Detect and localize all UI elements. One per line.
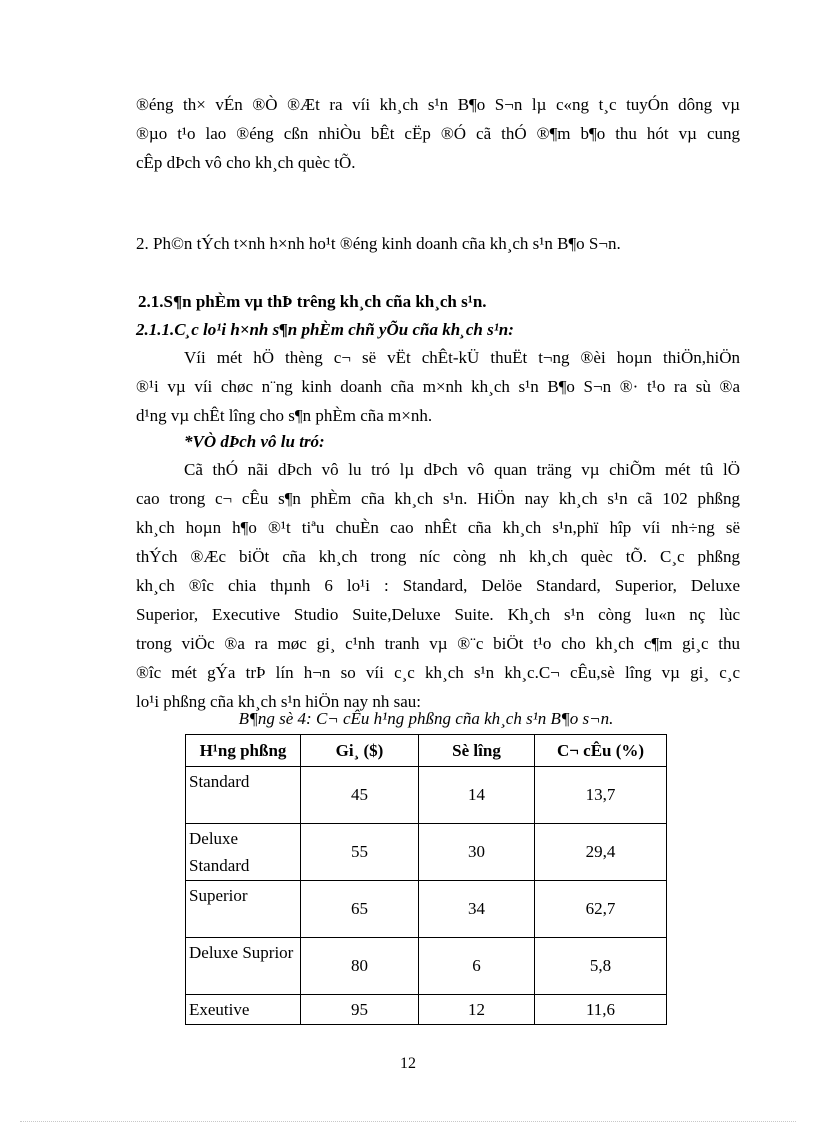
text-line: Superior, Executive Studio Suite,Deluxe Suite. Kh¸ch s¹n còng lu«n nç lùc	[136, 605, 740, 624]
price-cell: 45	[301, 767, 419, 824]
room-type-cell: Superior	[186, 881, 301, 938]
text-line: lo¹i phßng cña kh¸ch s¹n hiÖn nay nh sau:	[136, 692, 421, 711]
price-cell: 95	[301, 995, 419, 1025]
table-row	[186, 938, 667, 995]
text-line: ®éng th× vÉn ®Ò ®Æt ra víi kh¸ch s¹n B¶o S¬n lµ c«ng t¸c tuyÓn dông vµ	[136, 95, 740, 114]
intro-paragraph	[136, 90, 740, 177]
header-room-type: H¹ng phßng	[186, 735, 301, 767]
price-cell: 65	[301, 881, 419, 938]
room-type-table	[185, 734, 667, 1025]
share-cell: 11,6	[535, 995, 667, 1025]
text-line: kh¸ch ®îc chia thµnh 6 lo¹i : Standard, Delöe Standard, Superior, Deluxe	[136, 576, 740, 595]
text-line: ®îc mét gÝa trÞ lín h¬n so víi c¸c kh¸ch s¹n kh¸c.C¬ cÊu,sè lîng vµ gi¸ c¸c	[136, 663, 740, 682]
subsection-heading: 2.1.S¶n phÈm vµ thÞ trêng kh¸ch cña kh¸ch s¹n.	[138, 292, 487, 311]
share-cell: 62,7	[535, 881, 667, 938]
quantity-cell: 30	[419, 824, 535, 881]
text-line: thÝch ®Æc biÖt cña kh¸ch trong níc còng nh kh¸ch quèc tÕ. C¸c phßng	[136, 547, 740, 566]
room-type-cell: Standard	[186, 767, 301, 824]
quantity-cell: 6	[419, 938, 535, 995]
table-row	[186, 824, 667, 881]
text-line: cÊp dÞch vô cho kh¸ch quèc tÕ.	[136, 153, 356, 172]
section-heading: 2. Ph©n tÝch t×nh h×nh ho¹t ®éng kinh doanh cña kh¸ch s¹n B¶o S¬n.	[136, 234, 621, 253]
table-row	[186, 767, 667, 824]
header-share: C¬ cÊu (%)	[535, 735, 667, 767]
table-row	[186, 995, 667, 1025]
price-cell: 80	[301, 938, 419, 995]
text-line: Cã thÓ nãi dÞch vô lu tró lµ dÞch vô quan träng vµ chiÕm mét tû lÖ	[184, 460, 740, 479]
room-type-cell: Deluxe Standard	[186, 824, 301, 881]
table-caption: B¶ng sè 4: C¬ cÊu h¹ng phßng cña kh¸ch s¹n B¶o s¬n.	[238, 709, 614, 728]
page-number: 12	[400, 1055, 416, 1072]
header-quantity: Sè lîng	[419, 735, 535, 767]
share-cell: 5,8	[535, 938, 667, 995]
text-line: trong viÖc ®a ra møc gi¸ c¹nh tranh vµ ®¨c biÖt t¹o cho kh¸ch c¶m gi¸c thu	[136, 634, 740, 653]
header-price: Gi¸ ($)	[301, 735, 419, 767]
price-cell: 55	[301, 824, 419, 881]
room-type-cell: Exeutive	[186, 995, 301, 1025]
share-cell: 13,7	[535, 767, 667, 824]
table-row	[186, 881, 667, 938]
quantity-cell: 12	[419, 995, 535, 1025]
share-cell: 29,4	[535, 824, 667, 881]
text-line: kh¸ch hoµn h¶o ®¹t tiªu chuÈn cao nhÊt cña kh¸ch s¹n,phï hîp víi nh÷ng së	[136, 518, 740, 537]
text-line: ®¹i vµ víi chøc n¨ng kinh doanh cña m×nh kh¸ch s¹n B¶o S¬n ®· t¹o ra sù ®a	[136, 377, 740, 396]
subsubsection-heading: 2.1.1.C¸c lo¹i h×nh s¶n phÈm chñ yÕu cña kh¸ch s¹n:	[136, 320, 514, 339]
text-line: cao trong c¬ cÊu s¶n phÈm cña kh¸ch s¹n. HiÖn nay kh¸ch s¹n cã 102 phßng	[136, 489, 740, 508]
text-line: Víi mét hÖ thèng c¬ së vËt chÊt-kÜ thuËt t¬ng ®èi hoµn thiÖn,hiÖn	[184, 348, 740, 367]
quantity-cell: 14	[419, 767, 535, 824]
service-heading: *VÒ dÞch vô lu tró:	[184, 432, 325, 451]
text-line: ®µo t¹o lao ®éng cßn nhiÒu bÊt cËp ®Ó cã thÓ ®¶m b¶o thu hót vµ cung	[136, 124, 740, 143]
text-line: d¹ng vµ chÊt lîng cho s¶n phÈm cña m×nh.	[136, 406, 433, 425]
paragraph-products	[136, 343, 740, 430]
quantity-cell: 34	[419, 881, 535, 938]
table-header-row	[186, 735, 667, 767]
page-border	[20, 1121, 796, 1122]
paragraph-accommodation	[136, 455, 740, 716]
room-type-cell: Deluxe Suprior	[186, 938, 301, 995]
